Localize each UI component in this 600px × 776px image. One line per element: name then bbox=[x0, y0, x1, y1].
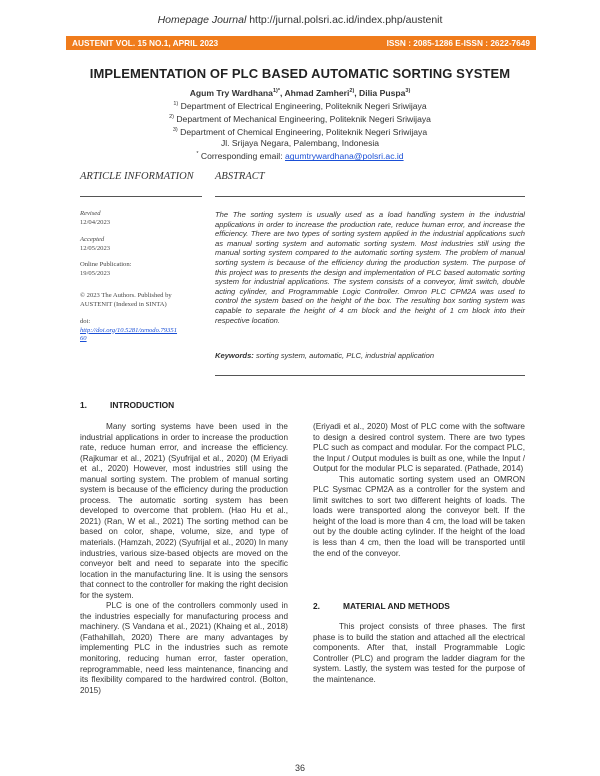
left-paragraph-1: Many sorting systems have been used in the industrial applications in order to increase the production rate, reduce human error, and increase the efficiency. (Rajkumar et al., 2021) (Syufrijal et al., 2020) (M Eriyadi et al., 2020) However, most industries still using the manual sorting system. The problem of manual sorting system is because of the efficiency during the production process. The automatic sorting system has been developed to overcome that problem. (Hao Hu et al., 2021) (Ran, W et al., 2021) The sorting method can be based on color, shape, volume, size, and type of materials. (Hamzah, 2022) (Syufrijal et al., 2020) In many industries, various size-based objects are moved on the conveyor belt and need to separate into the specific location in the manufacturing line. It is using the sensors that connect to the controller for making the right decision for the system. bbox=[80, 422, 288, 600]
revised-date: 12/04/2023 bbox=[80, 218, 111, 226]
homepage-label: Homepage Journal bbox=[157, 14, 247, 26]
corresponding-email-link[interactable]: agumtrywardhana@polsri.ac.id bbox=[285, 151, 404, 162]
online-label: Online Publication: bbox=[80, 261, 132, 268]
corresponding-email-line bbox=[60, 149, 540, 162]
corr-label: Corresponding email: bbox=[198, 151, 285, 162]
article-info-heading: ARTICLE INFORMATION bbox=[80, 171, 194, 182]
right-paragraph-1: (Eriyadi et al., 2020) Most of PLC come with the software to design a desired control system. There are two types PLC such as compact and modular. For the compact PLC, the Input / Output modules is built as one, while the Input / Output for the modular PLC is separated. (Pathade, 2014) bbox=[313, 422, 525, 474]
affiliation-1 bbox=[60, 99, 540, 112]
section-1-number: 1. bbox=[80, 400, 87, 410]
accepted-label: Accepted bbox=[80, 236, 105, 243]
section-2-title: MATERIAL AND METHODS bbox=[343, 601, 450, 611]
journal-issn: ISSN : 2085-1286 E-ISSN : 2622-7649 bbox=[386, 38, 530, 48]
author-names bbox=[60, 86, 540, 99]
section-2-number: 2. bbox=[313, 601, 320, 611]
homepage-url[interactable]: http://jurnal.polsri.ac.id/index.php/austenit bbox=[249, 14, 443, 26]
affiliation-3-sup: 3) bbox=[172, 127, 178, 134]
affiliation-3 bbox=[60, 125, 540, 138]
abstract-text: The The sorting system is usually used as a load handling system in the industrial applications in order to increase the production rate, reduce human error, and increase the efficiency. There are two types of sorting system applied in the industrial applications such as manual sorting system and automatic sorting system. Most industries still using the manual sorting system compared to the automatic sorting system. The problem of manual sorting system is because of the efficiency during the production system. The purpose of this project was to presents the design and implementation of PLC based automatic sorting system for industrial applications. The system consists of a conveyor, limit switch, double acting cylinder, and Programmable Logic Controller. Omron PLC CPM2A was used to control the system based on the height of the box. The resulting box sorting system was capable to separate the height of 4 cm block and the height of 1 cm block into their respective location. bbox=[215, 210, 525, 325]
online-block bbox=[80, 261, 205, 278]
doi-link[interactable]: http://doi.org/10.5281/zenodo.7935160 bbox=[80, 326, 178, 343]
copyright-notice: © 2023 The Authors. Published by AUSTENIT (Indexed in SINTA) bbox=[80, 292, 172, 308]
doi-block bbox=[80, 318, 180, 344]
journal-volume: AUSTENIT VOL. 15 NO.1, APRIL 2023 bbox=[72, 38, 219, 48]
right-paragraph-2: This automatic sorting system used an OMRON PLC Sysmac CPM2A as a controller for the system and limit switches to sort two different heights of loads. The loads were transported along the conveyor belt. If the height of the load is more than 4 cm, the load will be taken out by the double acting cylinder. If the height of the load is less than 4 cm, then the load will be transported until the end of the conveyor. bbox=[313, 474, 525, 558]
affiliation-2-text: Department of Mechanical Engineering, Politeknik Negeri Sriwijaya bbox=[173, 113, 431, 124]
paper-title: IMPLEMENTATION OF PLC BASED AUTOMATIC SORTING SYSTEM bbox=[89, 66, 511, 81]
page-number: 36 bbox=[294, 763, 305, 773]
left-paragraph-2: PLC is one of the controllers commonly used in the industries especially for manufacturing process and machinery. (S Vandana et al., 2021) (Khaing et al., 2018) (Fathahillah, 2020) There are many advantages by implementing PLC in the industries such as remote monitoring, reducing human error, faster operation, reprogrammable, need less maintenance, financing and its flexibility compared to the hardwired control. (Bolton, 2015) bbox=[80, 601, 288, 695]
journal-bar bbox=[66, 36, 536, 50]
section-1-heading bbox=[80, 400, 174, 410]
article-info-rule bbox=[80, 196, 202, 197]
affiliation-1-sup: 1) bbox=[173, 101, 179, 108]
section-2-heading bbox=[313, 601, 450, 611]
online-date: 19/05/2023 bbox=[80, 269, 111, 277]
revised-block bbox=[80, 210, 205, 227]
abstract-rule bbox=[215, 196, 525, 197]
keywords-rule bbox=[215, 375, 525, 376]
author-2: , Ahmad Zamheri bbox=[279, 87, 350, 98]
author-3-sup: 3) bbox=[405, 88, 411, 94]
keywords-label: Keywords: bbox=[215, 351, 254, 360]
author-3: , Dilia Puspa bbox=[354, 87, 406, 98]
affiliation-2-sup: 2) bbox=[169, 114, 174, 121]
accepted-block bbox=[80, 236, 205, 253]
author-1-sup: 1)* bbox=[272, 88, 280, 94]
homepage-line bbox=[0, 14, 600, 26]
author-block bbox=[60, 86, 540, 163]
affiliation-3-text: Department of Chemical Engineering, Politeknik Negeri Sriwijaya bbox=[177, 127, 428, 138]
abstract-heading: ABSTRACT bbox=[215, 171, 265, 182]
methods-column bbox=[313, 622, 525, 685]
revised-label: Revised bbox=[80, 210, 101, 217]
address: Jl. Srijaya Negara, Palembang, Indonesia bbox=[220, 138, 380, 149]
author-1: Agum Try Wardhana bbox=[189, 87, 273, 98]
right-column bbox=[313, 422, 525, 559]
corr-sup: * bbox=[196, 151, 199, 158]
doi-label: doi: bbox=[80, 318, 91, 325]
section-1-title: INTRODUCTION bbox=[110, 400, 175, 410]
keywords-line bbox=[215, 351, 525, 360]
left-column bbox=[80, 422, 288, 696]
author-2-sup: 2) bbox=[349, 88, 355, 94]
right-paragraph-3: This project consists of three phases. The first phase is to build the station and attached all the electrical components. After that, install Programmable Logic Controller (PLC) and program the ladder diagram for the system. Lastly, the system was tested for the purpose of the maintenance. bbox=[313, 622, 525, 684]
affiliation-1-text: Department of Electrical Engineering, Politeknik Negeri Sriwijaya bbox=[178, 100, 427, 111]
affiliation-2 bbox=[60, 112, 540, 125]
accepted-date: 12/05/2023 bbox=[80, 244, 111, 252]
keywords-text: sorting system, automatic, PLC, industrial application bbox=[253, 351, 435, 360]
